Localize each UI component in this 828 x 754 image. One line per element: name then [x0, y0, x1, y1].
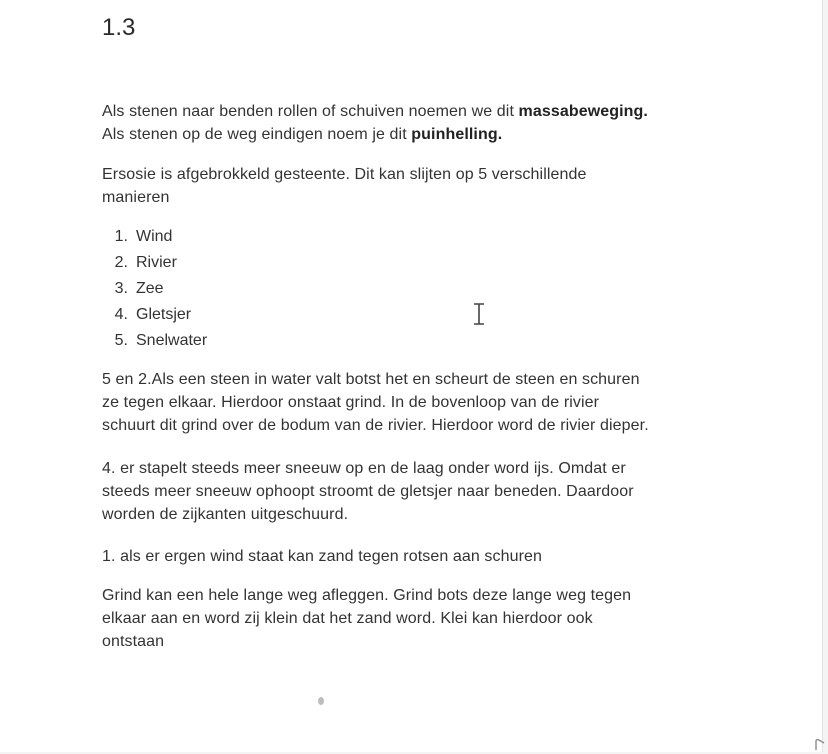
- paragraph-line: steeds meer sneeuw ophoopt stroomt de gletsjer naar beneden. Daardoor: [102, 483, 634, 500]
- list-number: 4.: [114, 306, 128, 323]
- paragraph-erosion-intro: [102, 163, 742, 209]
- decorative-dot: [318, 697, 324, 705]
- list-label: Rivier: [136, 254, 177, 271]
- list-item: [102, 276, 207, 302]
- paragraph-line: [102, 100, 742, 123]
- list-item: [102, 250, 207, 276]
- paragraph-line: manieren: [102, 189, 170, 206]
- paragraph-mass-movement: [102, 100, 742, 146]
- paragraph-line: elkaar aan en word zij klein dat het zand word. Klei kan hierdoor ook: [102, 610, 593, 627]
- paragraph-line: Ersosie is afgebrokkeld gesteente. Dit kan slijten op 5 verschillende: [102, 166, 587, 183]
- list-label: Zee: [136, 280, 164, 297]
- list-number: 3.: [114, 280, 128, 297]
- erosion-methods-list: [102, 224, 207, 354]
- text-cursor-icon: [472, 302, 486, 326]
- paragraph-line: ze tegen elkaar. Hierdoor onstaat grind. In de bovenloop van de rivier: [102, 394, 600, 411]
- paragraph-line: 5 en 2.Als een steen in water valt botst het en scheurt de steen en schuren: [102, 371, 640, 388]
- section-heading: 1.3: [102, 14, 136, 41]
- paragraph-line: 4. er stapelt steeds meer sneeuw op en de laag onder word ijs. Omdat er: [102, 460, 626, 477]
- list-label: Gletsjer: [136, 306, 192, 323]
- paragraph-line: 1. als er ergen wind staat kan zand tegen rotsen aan schuren: [102, 548, 543, 565]
- paragraph-wind-erosion: [102, 545, 742, 568]
- paragraph-glacier-erosion: [102, 457, 742, 526]
- paragraph-gravel-transport: [102, 584, 742, 653]
- term-massabeweging: massabeweging.: [518, 103, 648, 120]
- list-label: Wind: [136, 228, 173, 245]
- list-item: [102, 302, 207, 328]
- paragraph-line: [102, 123, 742, 146]
- corner-fold-icon: [814, 738, 826, 752]
- paragraph-river-erosion: [102, 368, 742, 437]
- list-number: 2.: [114, 254, 128, 271]
- paragraph-line: Grind kan een hele lange weg afleggen. Grind bots deze lange weg tegen: [102, 587, 632, 604]
- list-label: Snelwater: [136, 332, 208, 349]
- paragraph-line: schuurt dit grind over de bodum van de rivier. Hierdoor word de rivier dieper.: [102, 417, 649, 434]
- text-run: Als stenen naar benden rollen of schuiven noemen we dit: [102, 103, 519, 120]
- list-item: [102, 328, 207, 354]
- term-puinhelling: puinhelling.: [411, 126, 503, 143]
- paragraph-line: ontstaan: [102, 633, 165, 650]
- paragraph-line: worden de zijkanten uitgeschuurd.: [102, 506, 349, 523]
- list-number: 1.: [114, 228, 128, 245]
- text-run: Als stenen op de weg eindigen noem je dit: [102, 126, 412, 143]
- list-item: [102, 224, 207, 250]
- list-number: 5.: [114, 332, 128, 349]
